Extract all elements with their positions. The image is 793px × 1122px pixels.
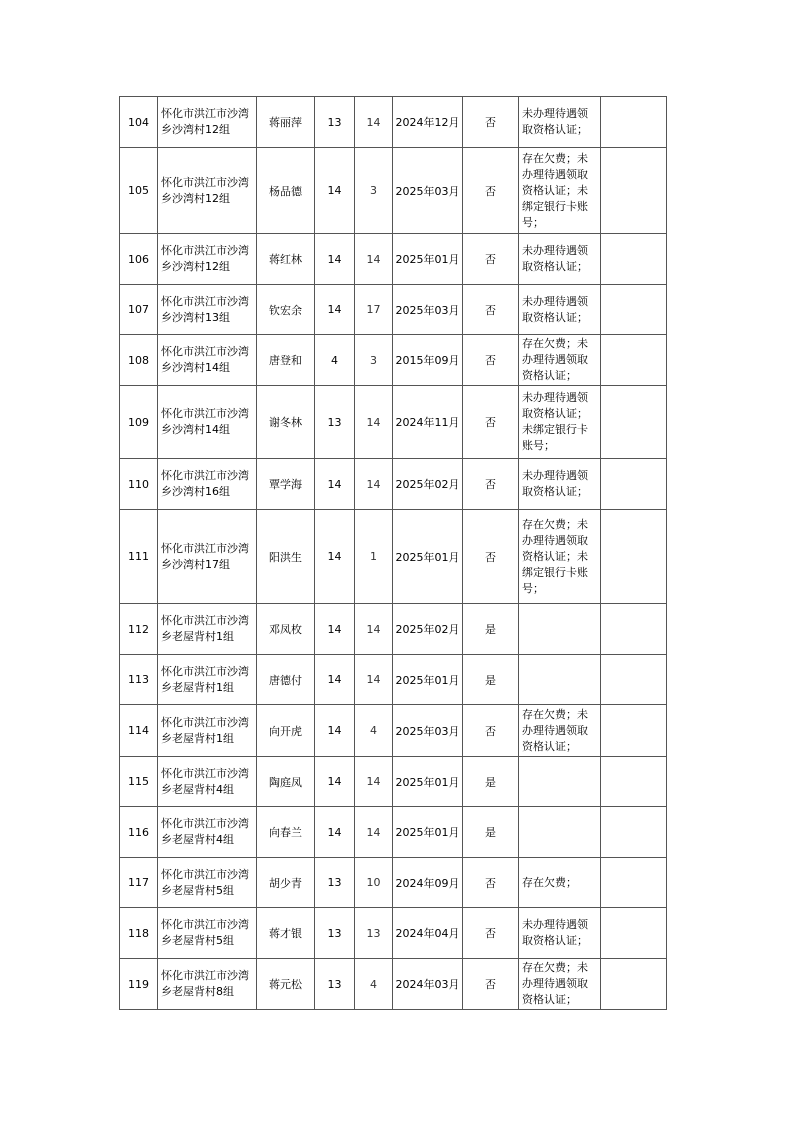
name-cell: 杨品德 [257,148,315,234]
row-number: 119 [120,959,158,1010]
row-number: 104 [120,97,158,148]
value-b-cell: 14 [355,234,393,285]
empty-cell [601,148,667,234]
note-cell [519,757,601,807]
value-b-cell: 13 [355,908,393,959]
row-number: 115 [120,757,158,807]
address-cell: 怀化市洪江市沙湾乡老屋背村8组 [158,959,257,1010]
date-cell: 2025年02月 [393,459,463,510]
value-b-cell: 4 [355,959,393,1010]
note-cell: 未办理待遇领取资格认证； [519,908,601,959]
address-cell: 怀化市洪江市沙湾乡老屋背村4组 [158,757,257,807]
flag-cell: 是 [463,655,519,705]
value-a-cell: 13 [315,959,355,1010]
address-cell: 怀化市洪江市沙湾乡沙湾村13组 [158,285,257,335]
note-cell [519,807,601,858]
note-cell: 存在欠费； [519,858,601,908]
date-cell: 2024年11月 [393,386,463,459]
flag-cell: 否 [463,959,519,1010]
name-cell: 阳洪生 [257,510,315,604]
flag-cell: 否 [463,858,519,908]
table-row [120,604,667,655]
value-a-cell: 4 [315,335,355,386]
value-b-cell: 3 [355,148,393,234]
value-a-cell: 13 [315,908,355,959]
note-cell [519,655,601,705]
row-number: 108 [120,335,158,386]
value-a-cell: 14 [315,807,355,858]
name-cell: 覃学海 [257,459,315,510]
value-a-cell: 14 [315,510,355,604]
date-cell: 2025年01月 [393,655,463,705]
note-cell: 存在欠费；未办理待遇领取资格认证； [519,335,601,386]
row-number: 105 [120,148,158,234]
address-cell: 怀化市洪江市沙湾乡沙湾村14组 [158,386,257,459]
note-cell: 未办理待遇领取资格认证； [519,234,601,285]
table-row [120,285,667,335]
value-b-cell: 14 [355,604,393,655]
address-cell: 怀化市洪江市沙湾乡老屋背村4组 [158,807,257,858]
table-row [120,459,667,510]
flag-cell: 是 [463,604,519,655]
value-b-cell: 3 [355,335,393,386]
row-number: 118 [120,908,158,959]
row-number: 106 [120,234,158,285]
address-cell: 怀化市洪江市沙湾乡沙湾村16组 [158,459,257,510]
address-cell: 怀化市洪江市沙湾乡沙湾村12组 [158,234,257,285]
value-a-cell: 13 [315,858,355,908]
records-table [119,96,667,1010]
name-cell: 蒋红林 [257,234,315,285]
value-b-cell: 17 [355,285,393,335]
records-body [120,97,667,1010]
date-cell: 2025年01月 [393,757,463,807]
value-a-cell: 14 [315,234,355,285]
value-a-cell: 14 [315,757,355,807]
table-row [120,807,667,858]
address-cell: 怀化市洪江市沙湾乡沙湾村12组 [158,148,257,234]
row-number: 109 [120,386,158,459]
flag-cell: 否 [463,285,519,335]
empty-cell [601,604,667,655]
flag-cell: 是 [463,807,519,858]
address-cell: 怀化市洪江市沙湾乡老屋背村1组 [158,705,257,757]
empty-cell [601,335,667,386]
empty-cell [601,285,667,335]
address-cell: 怀化市洪江市沙湾乡沙湾村14组 [158,335,257,386]
name-cell: 蒋丽萍 [257,97,315,148]
table-row [120,234,667,285]
value-b-cell: 1 [355,510,393,604]
note-cell: 存在欠费；未办理待遇领取资格认证；未绑定银行卡账号； [519,510,601,604]
empty-cell [601,97,667,148]
address-cell: 怀化市洪江市沙湾乡老屋背村5组 [158,858,257,908]
date-cell: 2024年09月 [393,858,463,908]
name-cell: 蒋才银 [257,908,315,959]
name-cell: 谢冬林 [257,386,315,459]
name-cell: 唐登和 [257,335,315,386]
address-cell: 怀化市洪江市沙湾乡老屋背村1组 [158,655,257,705]
table-row [120,757,667,807]
table-row [120,97,667,148]
value-a-cell: 14 [315,705,355,757]
value-a-cell: 14 [315,285,355,335]
flag-cell: 否 [463,234,519,285]
empty-cell [601,757,667,807]
date-cell: 2025年01月 [393,807,463,858]
flag-cell: 否 [463,510,519,604]
name-cell: 向春兰 [257,807,315,858]
address-cell: 怀化市洪江市沙湾乡老屋背村5组 [158,908,257,959]
value-b-cell: 14 [355,459,393,510]
empty-cell [601,234,667,285]
table-row [120,858,667,908]
name-cell: 唐德付 [257,655,315,705]
empty-cell [601,655,667,705]
name-cell: 陶庭凤 [257,757,315,807]
table-row [120,959,667,1010]
flag-cell: 是 [463,757,519,807]
value-b-cell: 4 [355,705,393,757]
empty-cell [601,858,667,908]
value-b-cell: 10 [355,858,393,908]
address-cell: 怀化市洪江市沙湾乡沙湾村12组 [158,97,257,148]
empty-cell [601,959,667,1010]
note-cell: 存在欠费；未办理待遇领取资格认证；未绑定银行卡账号； [519,148,601,234]
empty-cell [601,459,667,510]
flag-cell: 否 [463,97,519,148]
row-number: 113 [120,655,158,705]
value-b-cell: 14 [355,655,393,705]
value-a-cell: 13 [315,386,355,459]
empty-cell [601,807,667,858]
flag-cell: 否 [463,908,519,959]
table-row [120,705,667,757]
row-number: 112 [120,604,158,655]
row-number: 117 [120,858,158,908]
note-cell: 未办理待遇领取资格认证； [519,459,601,510]
name-cell: 向开虎 [257,705,315,757]
date-cell: 2025年03月 [393,148,463,234]
value-a-cell: 14 [315,655,355,705]
empty-cell [601,386,667,459]
date-cell: 2024年12月 [393,97,463,148]
date-cell: 2025年01月 [393,234,463,285]
name-cell: 钦宏余 [257,285,315,335]
flag-cell: 否 [463,386,519,459]
table-row [120,908,667,959]
address-cell: 怀化市洪江市沙湾乡老屋背村1组 [158,604,257,655]
row-number: 114 [120,705,158,757]
table-row [120,335,667,386]
name-cell: 邓凤枚 [257,604,315,655]
table-row [120,655,667,705]
table-row [120,386,667,459]
empty-cell [601,908,667,959]
note-cell [519,604,601,655]
value-a-cell: 13 [315,97,355,148]
table-row [120,510,667,604]
date-cell: 2025年01月 [393,510,463,604]
flag-cell: 否 [463,148,519,234]
date-cell: 2024年04月 [393,908,463,959]
value-a-cell: 14 [315,148,355,234]
note-cell: 未办理待遇领取资格认证； [519,285,601,335]
row-number: 116 [120,807,158,858]
note-cell: 未办理待遇领取资格认证； [519,97,601,148]
note-cell: 未办理待遇领取资格认证；未绑定银行卡账号； [519,386,601,459]
date-cell: 2025年02月 [393,604,463,655]
value-a-cell: 14 [315,459,355,510]
note-cell: 存在欠费；未办理待遇领取资格认证； [519,705,601,757]
empty-cell [601,510,667,604]
empty-cell [601,705,667,757]
name-cell: 蒋元松 [257,959,315,1010]
name-cell: 胡少青 [257,858,315,908]
date-cell: 2015年09月 [393,335,463,386]
row-number: 107 [120,285,158,335]
value-b-cell: 14 [355,757,393,807]
flag-cell: 否 [463,705,519,757]
address-cell: 怀化市洪江市沙湾乡沙湾村17组 [158,510,257,604]
row-number: 110 [120,459,158,510]
date-cell: 2024年03月 [393,959,463,1010]
value-b-cell: 14 [355,97,393,148]
note-cell: 存在欠费；未办理待遇领取资格认证； [519,959,601,1010]
row-number: 111 [120,510,158,604]
flag-cell: 否 [463,335,519,386]
value-b-cell: 14 [355,386,393,459]
flag-cell: 否 [463,459,519,510]
date-cell: 2025年03月 [393,285,463,335]
value-a-cell: 14 [315,604,355,655]
value-b-cell: 14 [355,807,393,858]
date-cell: 2025年03月 [393,705,463,757]
table-row [120,148,667,234]
